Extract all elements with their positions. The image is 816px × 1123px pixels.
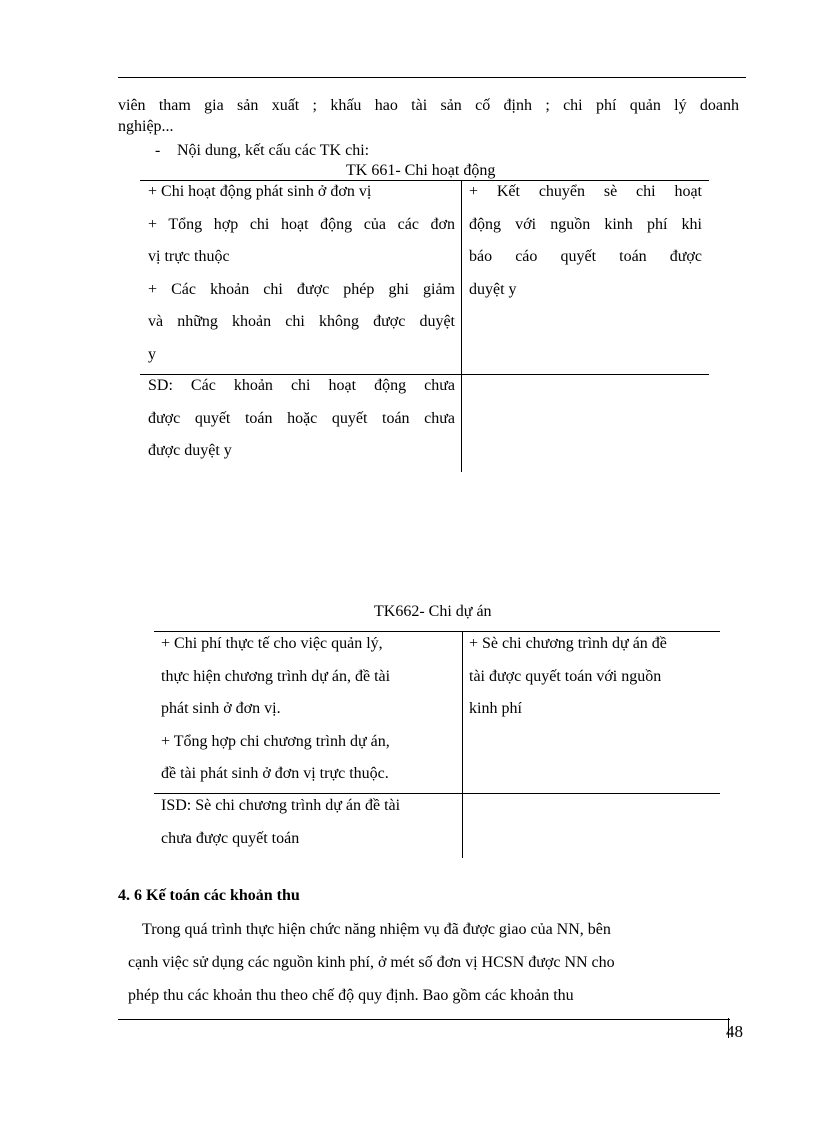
tk661-balance xyxy=(148,370,455,468)
footer-rule xyxy=(118,1019,730,1020)
tk662-debit-line: + Tổng hợp chi chương trình dự án, xyxy=(161,732,390,750)
header-rule xyxy=(118,77,746,78)
tk662-divider xyxy=(462,631,463,858)
tk662-debit-line: + Chi phí thực tế cho việc quản lý, xyxy=(161,635,383,652)
section-paragraph xyxy=(128,913,714,1012)
bullet-text: Nội dung, kết cấu các TK chi: xyxy=(177,142,370,159)
tk662-credit-line: kinh phí xyxy=(469,700,522,717)
tk661-credit xyxy=(469,176,702,306)
tk661-debit-line: y xyxy=(148,345,156,363)
tk662-title: TK662- Chi dự án xyxy=(374,603,492,620)
tk661-debit-line: + Tổng hợp chi hoạt động của các đơn xyxy=(148,215,455,233)
tk661-debit-line: + Chi hoạt động phát sinh ở đơn vị xyxy=(148,183,372,200)
tk661-credit-line: động với nguồn kinh phí khi xyxy=(469,215,702,233)
tk662-balance-line-text: chưa được quyết toán xyxy=(161,829,300,847)
intro-line-2: nghiệp... xyxy=(118,118,174,135)
page-number: 48 xyxy=(726,1020,743,1044)
tk662-balance xyxy=(161,790,461,855)
tk661-divider xyxy=(461,180,462,472)
section-line: phép thu các khoản thu theo chế độ quy định. Bao gồm các khoản thu xyxy=(128,987,574,1004)
section-heading: 4. 6 Kế toán các khoản thu xyxy=(118,887,300,904)
tk661-balance-line-text: được quyết toán hoặc quyết toán chưa xyxy=(148,409,455,427)
bullet-dash: - xyxy=(155,142,161,159)
bullet-item xyxy=(155,140,369,161)
tk662-credit-line: tài được quyết toán với nguồn xyxy=(469,667,662,685)
tk662-debit-line: phát sinh ở đơn vị. xyxy=(161,700,281,717)
tk661-credit-line: duyệt y xyxy=(469,280,517,298)
tk661-debit xyxy=(148,176,455,372)
tk661-title: TK 661- Chi hoạt động xyxy=(346,162,496,179)
tk662-credit-line: + Sè chi chương trình dự án đề xyxy=(469,635,667,652)
tk662-debit-line: thực hiện chương trình dự án, đề tài xyxy=(161,667,391,685)
tk661-credit-line: + Kết chuyển sè chi hoạt xyxy=(469,183,702,200)
tk661-balance-line-text: SD: Các khoản chi hoạt động chưa xyxy=(148,377,455,394)
section-line: Trong quá trình thực hiện chức năng nhiệm vụ đã được giao của NN, bên xyxy=(142,921,611,938)
tk662-balance-line-text: ISD: Sè chi chương trình dự án đề tài xyxy=(161,797,401,814)
intro-line-1: viên tham gia sản xuất ; khấu hao tài sản cố định ; chi phí quản lý doanh xyxy=(118,97,739,114)
tk661-debit-line: vị trực thuộc xyxy=(148,248,230,266)
tk662-credit xyxy=(469,628,714,726)
tk661-credit-line: báo cáo quyết toán được xyxy=(469,248,702,266)
tk661-balance-line-text: được duyệt y xyxy=(148,442,232,460)
tk661-debit-line: + Các khoản chi được phép ghi giảm xyxy=(148,280,455,298)
tk662-debit xyxy=(161,628,461,791)
tk662-debit-line: đề tài phát sinh ở đơn vị trực thuộc. xyxy=(161,765,389,782)
tk661-debit-line: và những khoản chi không được duyệt xyxy=(148,313,455,331)
section-line: cạnh việc sử dụng các nguồn kinh phí, ở mét số đơn vị HCSN được NN cho xyxy=(128,954,615,971)
